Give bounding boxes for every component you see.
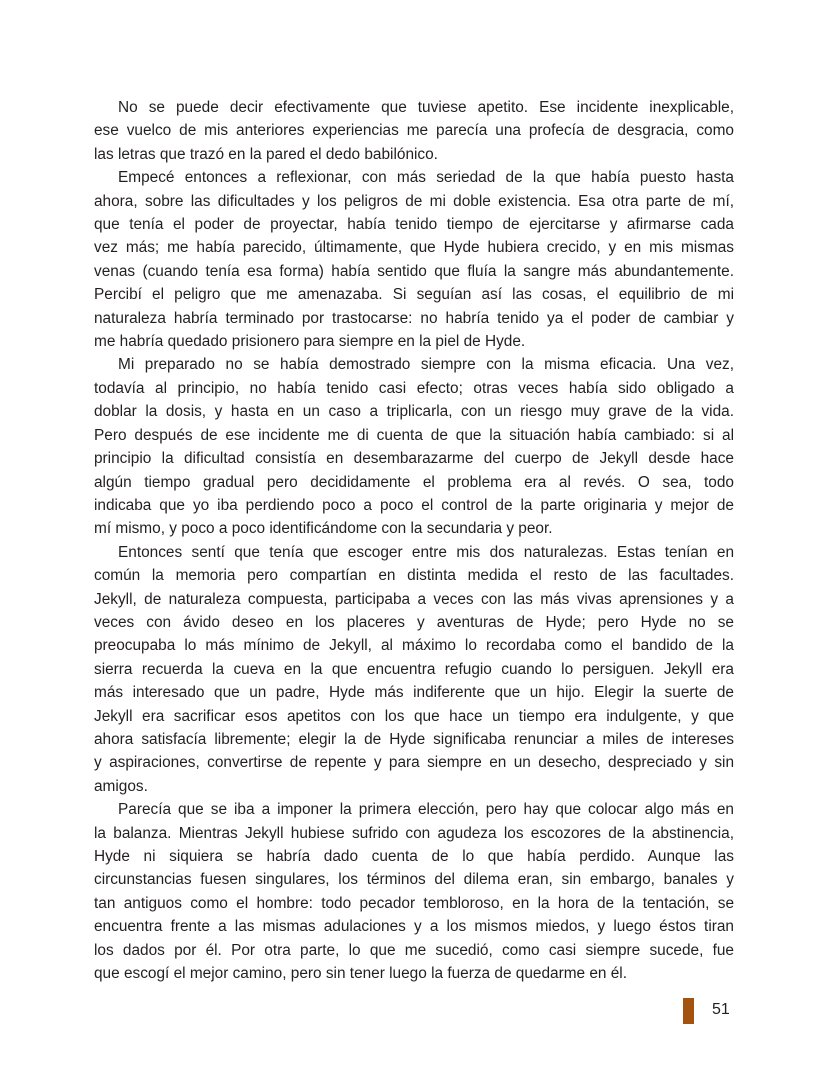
text-line: Mi preparado no se había demostrado siempre con la misma eficacia. Una vez,	[118, 356, 734, 374]
text-line: vez más; me había parecido, últimamente, que Hyde hubiera crecido, y en mis mismas	[94, 239, 734, 257]
text-line: común la memoria pero compartían en distinta medida el resto de las facultades.	[94, 567, 734, 585]
text-line: Pero después de ese incidente me di cuenta de que la situación había cambiado: si al	[94, 426, 734, 444]
paragraph	[94, 353, 734, 540]
text-line: naturaleza habría terminado por trastocarse: no habría tenido ya el poder de cambiar y	[94, 309, 734, 327]
text-line: que escogí el mejor camino, pero sin tener luego la fuerza de quedarme en él.	[94, 965, 628, 983]
text-line: Parecía que se iba a imponer la primera elección, pero hay que colocar algo más en	[118, 801, 734, 819]
text-line: la balanza. Mientras Jekyll hubiese sufrido con agudeza los escozores de la abstinencia,	[94, 824, 734, 842]
text-line: mí mismo, y poco a poco identificándome con la secundaria y peor.	[94, 520, 553, 538]
text-line: circunstancias fuesen singulares, los términos del dilema eran, sin embargo, banales y	[94, 871, 734, 889]
text-line: No se puede decir efectivamente que tuviese apetito. Ese incidente inexplicable,	[118, 99, 734, 116]
text-line: más interesado que un padre, Hyde más indiferente que un hijo. Elegir la suerte de	[94, 684, 734, 702]
text-line: indicaba que yo iba perdiendo poco a poco el control de la parte originaria y mejor de	[94, 496, 734, 514]
text-line: las letras que trazó en la pared el dedo babilónico.	[94, 145, 438, 163]
paragraph	[94, 96, 734, 166]
paragraph	[94, 541, 734, 798]
text-line: encuentra frente a las mismas adulaciones y a los mismos miedos, y luego éstos tiran	[94, 918, 734, 936]
text-line: doblar la dosis, y hasta en un caso a triplicarla, con un riesgo muy grave de la vida.	[94, 403, 734, 421]
text-line: Hyde ni siquiera se habría dado cuenta de lo que había perdido. Aunque las	[94, 848, 734, 865]
page-number: 51	[712, 1001, 730, 1018]
text-line: veces con ávido deseo en los placeres y aventuras de Hyde; pero Hyde no se	[94, 613, 734, 631]
text-line: Percibí el peligro que me amenazaba. Si seguían así las cosas, el equilibrio de mi	[94, 286, 734, 304]
text-line: amigos.	[94, 777, 148, 795]
text-line: ese vuelco de mis anteriores experiencias me parecía una profecía de desgracia, como	[94, 122, 734, 140]
paragraph	[94, 166, 734, 353]
text-line: sierra recuerda la cueva en la que encuentra refugio cuando lo persiguen. Jekyll era	[94, 660, 734, 678]
paragraph	[94, 798, 734, 985]
text-line: todavía al principio, no había tenido casi efecto; otras veces había sido obligado a	[94, 379, 734, 397]
text-line: algún tiempo gradual pero decididamente el problema era al revés. O sea, todo	[94, 473, 734, 491]
text-line: tan antiguos como el hombre: todo pecador tembloroso, en la hora de la tentación, se	[94, 894, 734, 912]
text-line: Entonces sentí que tenía que escoger entre mis dos naturalezas. Estas tenían en	[118, 543, 734, 561]
text-line: que tenía el poder de proyectar, había tenido tiempo de ejercitarse y afirmarse cada	[94, 216, 734, 234]
text-line: Empecé entonces a reflexionar, con más seriedad de la que había puesto hasta	[118, 169, 734, 187]
text-line: ahora, sobre las dificultades y los peligros de mi doble existencia. Esa otra parte de mí,	[94, 192, 734, 210]
page-marker-bar	[683, 998, 694, 1024]
text-line: los dados por él. Por otra parte, lo que me sucedió, como casi siempre sucede, fue	[94, 941, 734, 959]
text-line: ahora satisfacía libremente; elegir la de Hyde significaba renunciar a miles de intereses	[94, 730, 734, 748]
text-line: Jekyll era sacrificar esos apetitos con los que hace un tiempo era indulgente, y que	[94, 707, 734, 725]
text-line: preocupaba lo más mínimo de Jekyll, al máximo lo recordaba como el bandido de la	[94, 637, 734, 655]
text-line: y aspiraciones, convertirse de repente y para siempre en un desecho, despreciado y sin	[94, 754, 734, 772]
text-line: venas (cuando tenía esa forma) había sentido que fluía la sangre más abundantemente.	[94, 262, 734, 280]
text-line: me habría quedado prisionero para siempre en la piel de Hyde.	[94, 333, 526, 351]
text-line: principio la dificultad consistía en desembarazarme del cuerpo de Jekyll desde hace	[94, 450, 734, 468]
body-text	[94, 96, 734, 985]
text-line: Jekyll, de naturaleza compuesta, participaba a veces con las más vivas aprensiones y a	[94, 590, 734, 608]
